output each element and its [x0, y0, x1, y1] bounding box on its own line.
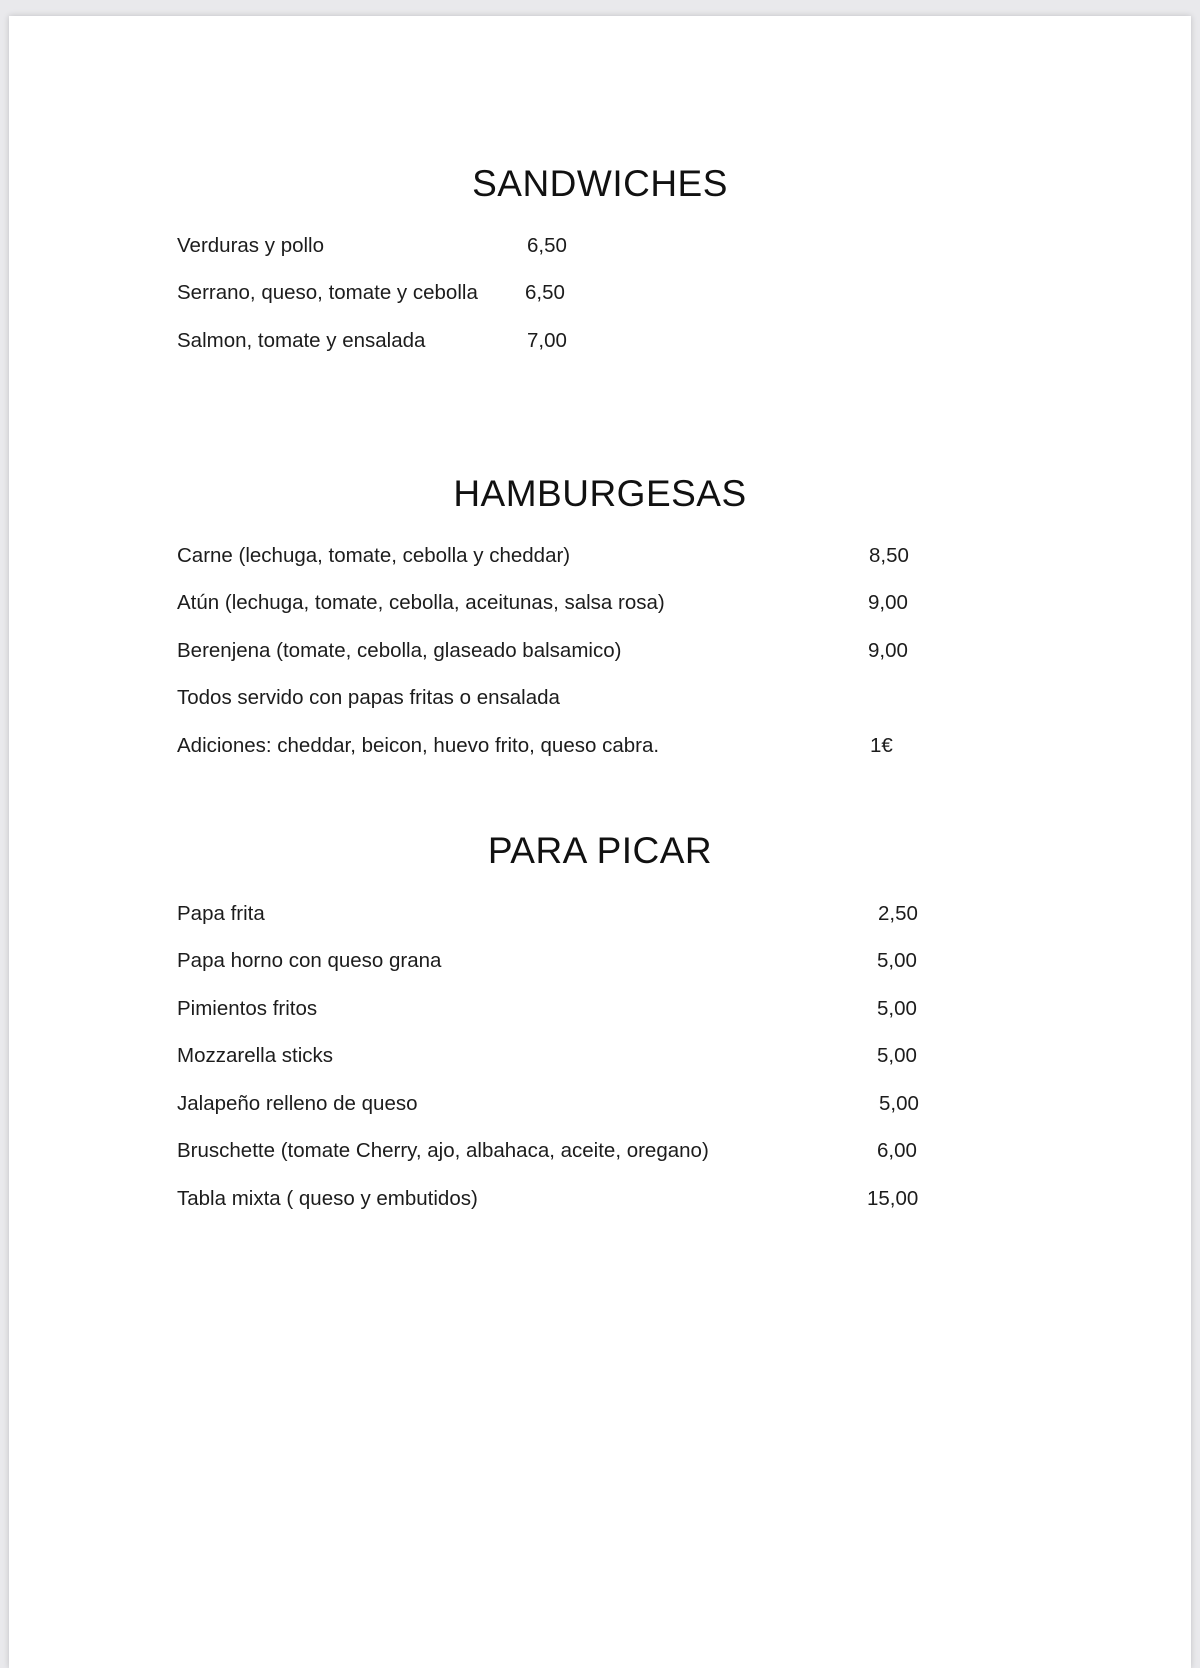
menu-item-name: Mozzarella sticks	[177, 1044, 334, 1067]
menu-item-price: 5,00	[877, 949, 917, 972]
menu-item-name: Serrano, queso, tomate y cebolla	[177, 281, 478, 304]
menu-item-name: Pimientos fritos	[177, 997, 318, 1020]
menu-item-name: Bruschette (tomate Cherry, ajo, albahaca, aceite, oregano)	[177, 1139, 709, 1162]
menu-item-name: Papa frita	[177, 902, 265, 925]
menu-item-name: Berenjena (tomate, cebolla, glaseado balsamico)	[177, 639, 622, 662]
menu-item-price: 5,00	[877, 1044, 917, 1067]
menu-item-price: 6,50	[525, 281, 565, 304]
menu-item-price: 8,50	[869, 544, 909, 567]
menu-additions-name: Adiciones: cheddar, beicon, huevo frito, queso cabra.	[177, 734, 660, 757]
menu-item-name: Tabla mixta ( queso y embutidos)	[177, 1187, 478, 1210]
menu-note: Todos servido con papas fritas o ensalada	[177, 686, 560, 709]
menu-item-price: 9,00	[868, 639, 908, 662]
menu-item-price: 6,50	[527, 234, 567, 257]
menu-item-price: 5,00	[879, 1092, 919, 1115]
menu-item-name: Carne (lechuga, tomate, cebolla y cheddar)	[177, 544, 571, 567]
menu-item-price: 6,00	[877, 1139, 917, 1162]
menu-item-price: 2,50	[878, 902, 918, 925]
menu-item-price: 15,00	[867, 1187, 919, 1210]
menu-item-name: Jalapeño relleno de queso	[177, 1092, 418, 1115]
menu-additions-price: 1€	[870, 734, 893, 757]
menu-item-price: 7,00	[527, 329, 567, 352]
menu-item-name: Atún (lechuga, tomate, cebolla, aceitunas, salsa rosa)	[177, 591, 665, 614]
menu-item-name: Verduras y pollo	[177, 234, 325, 257]
menu-item-name: Papa horno con queso grana	[177, 949, 442, 972]
menu-item-price: 5,00	[877, 997, 917, 1020]
section-title-hamburgesas: HAMBURGESAS	[453, 473, 747, 514]
section-title-sandwiches: SANDWICHES	[472, 163, 728, 204]
menu-item-name: Salmon, tomate y ensalada	[177, 329, 426, 352]
menu-item-price: 9,00	[868, 591, 908, 614]
section-title-para-picar: PARA PICAR	[487, 830, 713, 871]
